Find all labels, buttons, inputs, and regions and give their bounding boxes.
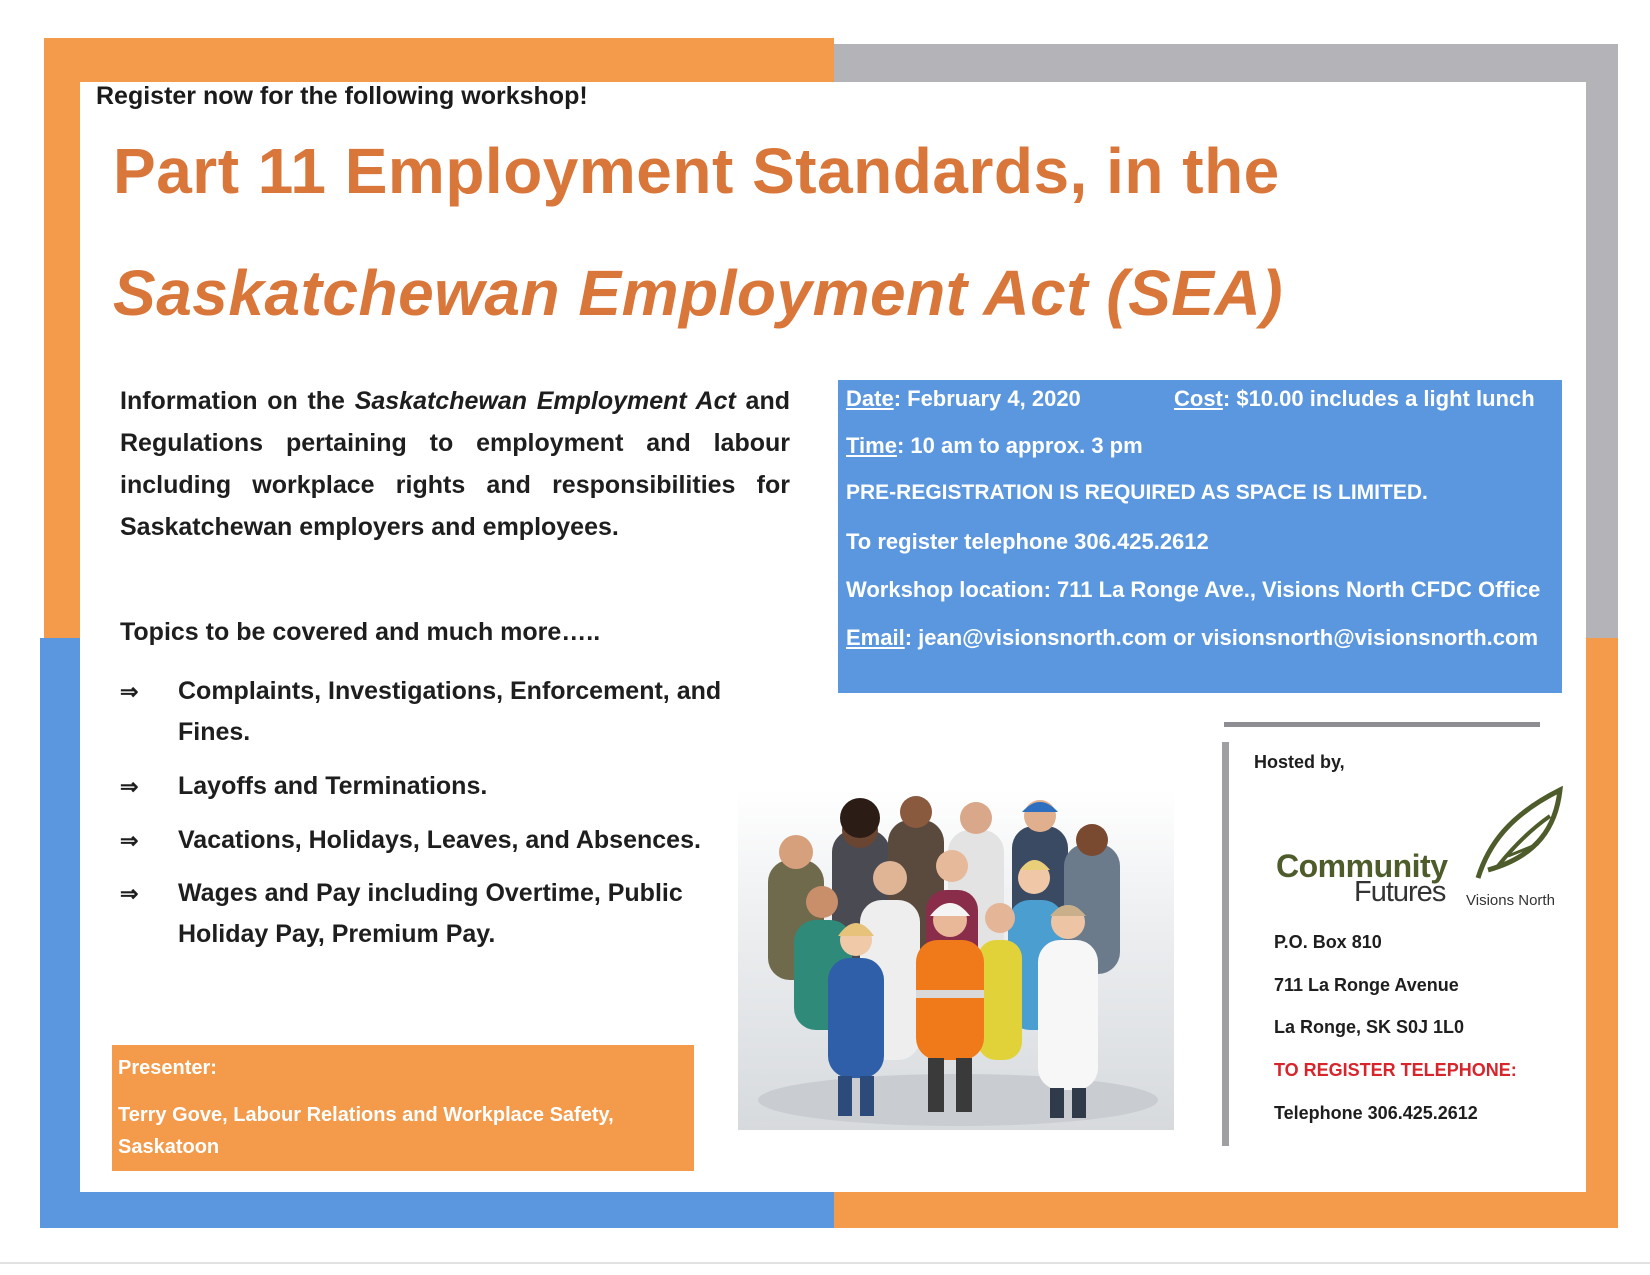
workshop-location: Workshop location: 711 La Ronge Ave., Visions North CFDC Office xyxy=(846,577,1541,602)
topics-heading: Topics to be covered and much more….. xyxy=(120,618,601,646)
time-value: : 10 am to approx. 3 pm xyxy=(896,433,1143,458)
topic-text: Wages and Pay including Overtime, Public Holiday Pay, Premium Pay. xyxy=(178,879,683,948)
workers-group-photo xyxy=(738,790,1174,1130)
time-label: Time xyxy=(846,433,897,458)
time-line xyxy=(846,433,1143,459)
arrow-right-icon: ⇒ xyxy=(120,679,139,704)
logo-word-futures: Futures xyxy=(1354,876,1446,908)
cost-label: Cost xyxy=(1174,386,1223,411)
arrow-right-icon: ⇒ xyxy=(120,881,139,906)
host-vertical-divider xyxy=(1222,742,1229,1146)
email-label: Email xyxy=(846,625,905,650)
title-line-1: Part 11 Employment Standards, in the xyxy=(113,135,1280,207)
register-telephone-heading: TO REGISTER TELEPHONE: xyxy=(1274,1060,1517,1080)
date-line xyxy=(846,386,1081,412)
arrow-right-icon: ⇒ xyxy=(120,828,139,853)
leaf-icon xyxy=(1468,786,1564,882)
arrow-right-icon: ⇒ xyxy=(120,774,139,799)
presenter-name: Terry Gove, Labour Relations and Workplace Safety, Saskatoon xyxy=(118,1104,614,1158)
logo-word-community: Community xyxy=(1276,848,1448,884)
cost-line xyxy=(1174,386,1535,412)
logo-word-visions-north: Visions North xyxy=(1466,892,1555,909)
topic-text: Layoffs and Terminations. xyxy=(178,772,488,800)
preregistration-notice: PRE-REGISTRATION IS REQUIRED AS SPACE IS LIMITED. xyxy=(846,481,1428,504)
workshop-details-box xyxy=(838,380,1562,693)
cost-value: : $10.00 includes a light lunch xyxy=(1222,386,1535,411)
topic-item xyxy=(120,873,760,955)
intro-prefix: Information on the xyxy=(120,387,355,415)
topic-text: Complaints, Investigations, Enforcement, and Fines. xyxy=(178,677,722,746)
intro-act-name: Saskatchewan Employment Act xyxy=(354,387,736,415)
address-street: 711 La Ronge Avenue xyxy=(1274,975,1459,995)
address-city: La Ronge, SK S0J 1L0 xyxy=(1274,1017,1465,1037)
intro-suffix: and Regulations pertaining to employment and labour including workplace rights and responsibilities for Saskatchewan employers and employees. xyxy=(120,387,790,541)
community-futures-logo xyxy=(1270,786,1570,916)
intro-paragraph xyxy=(120,380,790,548)
presenter-label: Presenter: xyxy=(118,1057,217,1079)
title-line-2: Saskatchewan Employment Act (SEA) xyxy=(113,257,1283,329)
workers-illustration xyxy=(738,790,1174,1130)
email-line xyxy=(846,625,1538,651)
hosted-by-label: Hosted by, xyxy=(1254,752,1345,772)
host-divider xyxy=(1224,722,1540,727)
host-telephone: Telephone 306.425.2612 xyxy=(1274,1103,1478,1123)
scan-edge-line xyxy=(0,1262,1650,1264)
register-note: Register now for the following workshop! xyxy=(96,82,588,110)
presenter-box xyxy=(112,1045,694,1171)
date-value: : February 4, 2020 xyxy=(893,386,1081,411)
topic-item xyxy=(120,671,760,753)
topic-item xyxy=(120,766,760,807)
date-label: Date xyxy=(846,386,894,411)
topic-item xyxy=(120,820,760,861)
register-phone: To register telephone 306.425.2612 xyxy=(846,529,1209,554)
address-po-box: P.O. Box 810 xyxy=(1274,932,1382,952)
email-value: : jean@visionsnorth.com or visionsnorth@visionsnorth.com xyxy=(904,625,1539,650)
topic-text: Vacations, Holidays, Leaves, and Absences. xyxy=(178,826,701,854)
